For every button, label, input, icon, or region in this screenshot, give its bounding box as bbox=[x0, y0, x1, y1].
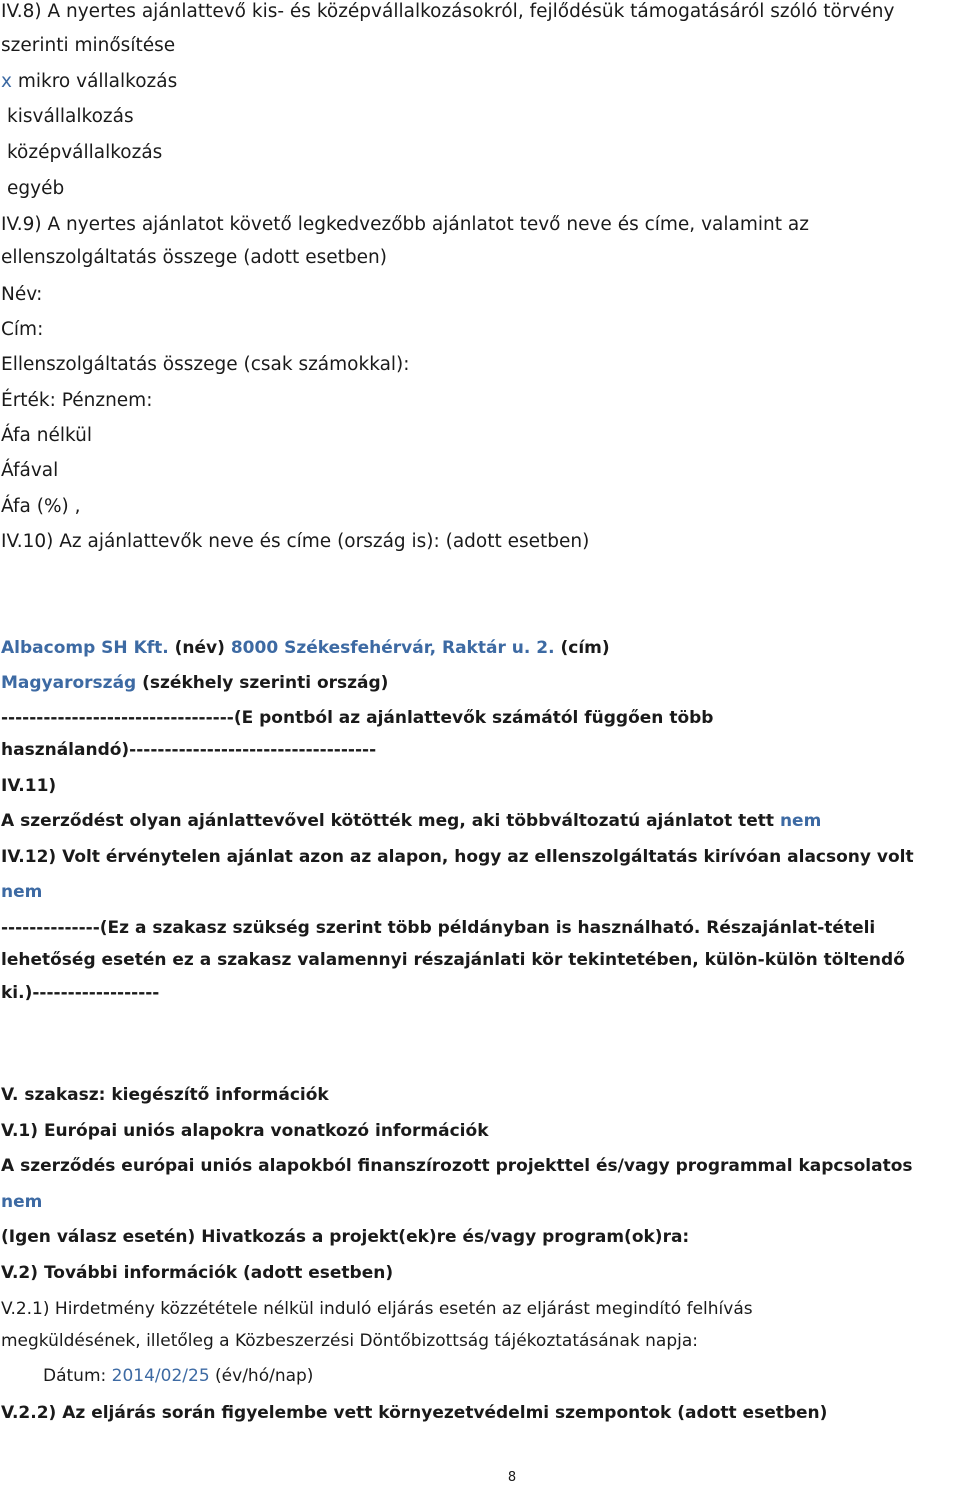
iv11-text: A szerződést olyan ajánlattevővel kötötték meg, aki többváltozatú ajánlatot tett bbox=[1, 811, 775, 831]
iv8-option-medium: középvállalkozás bbox=[7, 142, 163, 163]
page-number: 8 bbox=[507, 1470, 517, 1485]
check-mark: x bbox=[1, 71, 12, 92]
iv8-option-small: kisvállalkozás bbox=[7, 106, 134, 127]
company-country: Magyarország bbox=[1, 673, 137, 693]
v1-reference: (Igen válasz esetén) Hivatkozás a projekt(ek)re és/vagy program(ok)ra: bbox=[1, 1227, 690, 1247]
country-tag: (székhely szerinti ország) bbox=[142, 673, 389, 693]
iv11-title: IV.11) bbox=[1, 776, 57, 796]
iv8-title-line1: IV.8) A nyertes ajánlattevő kis- és középvállalkozásokról, fejlődésük támogatásáról szóló törvény bbox=[1, 1, 895, 22]
v1-answer: nem bbox=[1, 1192, 43, 1212]
iv8-option-other: egyéb bbox=[7, 178, 65, 199]
v1-text: A szerződés európai uniós alapokból finanszírozott projekttel és/vagy programmal kapcsolatos bbox=[1, 1156, 913, 1176]
v21-line1: V.2.1) Hirdetmény közzététele nélkül induló eljárás esetén az eljárást megindító felhívás bbox=[1, 1299, 753, 1319]
address-tag: (cím) bbox=[560, 638, 610, 658]
iv8-option-micro bbox=[1, 70, 177, 94]
iv9-amount-label: Ellenszolgáltatás összege (csak számokkal): bbox=[1, 354, 410, 375]
v-section-title: V. szakasz: kiegészítő információk bbox=[1, 1085, 329, 1105]
iv9-name-label: Név: bbox=[1, 284, 43, 305]
iv9-without-vat: Áfa nélkül bbox=[1, 425, 92, 446]
date-line bbox=[43, 1364, 313, 1388]
option-micro-label: mikro vállalkozás bbox=[17, 71, 178, 92]
iv12-answer: nem bbox=[1, 882, 43, 902]
iv8-title-line2: szerinti minősítése bbox=[1, 35, 176, 56]
iv9-title-line1: IV.9) A nyertes ajánlatot követő legkedvezőbb ajánlatot tevő neve és címe, valamint az bbox=[1, 214, 809, 235]
date-label: Dátum: bbox=[43, 1366, 107, 1386]
iv12-note-line2: lehetőség esetén ez a szakasz valamennyi részajánlati kör tekintetében, külön-külön töltendő bbox=[1, 950, 905, 970]
v22-title: V.2.2) Az eljárás során figyelembe vett környezetvédelmi szempontok (adott esetben) bbox=[1, 1403, 828, 1423]
company-address: 8000 Székesfehérvár, Raktár u. 2. bbox=[230, 638, 555, 658]
iv12-note-line1: --------------(Ez a szakasz szükség szerint több példányban is használható. Részajánlat-tételi bbox=[1, 918, 876, 938]
iv11-answer: nem bbox=[779, 811, 822, 831]
iv9-vat-percent: Áfa (%) , bbox=[1, 496, 81, 517]
v21-line2: megküldésének, illetőleg a Közbeszerzési Döntőbizottság tájékoztatásának napja: bbox=[1, 1331, 698, 1351]
date-value: 2014/02/25 bbox=[111, 1366, 210, 1386]
iv9-title-line2: ellenszolgáltatás összege (adott esetben) bbox=[1, 247, 387, 268]
iv10-company-line bbox=[1, 636, 610, 660]
v1-title: V.1) Európai uniós alapokra vonatkozó információk bbox=[1, 1121, 489, 1141]
iv10-separator-line1: ---------------------------------(E pontból az ajánlattevők számától függően több bbox=[1, 708, 714, 728]
v2-title: V.2) További információk (adott esetben) bbox=[1, 1263, 394, 1283]
iv10-separator-line2: használandó)----------------------------------- bbox=[1, 740, 377, 760]
iv12-note-line3: ki.)------------------ bbox=[1, 983, 160, 1003]
iv10-country-line bbox=[1, 671, 388, 695]
name-tag: (név) bbox=[174, 638, 225, 658]
iv10-title: IV.10) Az ajánlattevők neve és címe (ország is): (adott esetben) bbox=[1, 531, 590, 552]
iv11-text-line bbox=[1, 809, 821, 833]
date-format: (év/hó/nap) bbox=[215, 1366, 314, 1386]
iv12-text: IV.12) Volt érvénytelen ajánlat azon az alapon, hogy az ellenszolgáltatás kirívóan alacsony volt bbox=[1, 847, 914, 867]
iv9-value-currency-label: Érték: Pénznem: bbox=[1, 390, 153, 411]
company-name: Albacomp SH Kft. bbox=[1, 638, 169, 658]
iv9-with-vat: Áfával bbox=[1, 460, 59, 481]
iv9-address-label: Cím: bbox=[1, 319, 44, 340]
